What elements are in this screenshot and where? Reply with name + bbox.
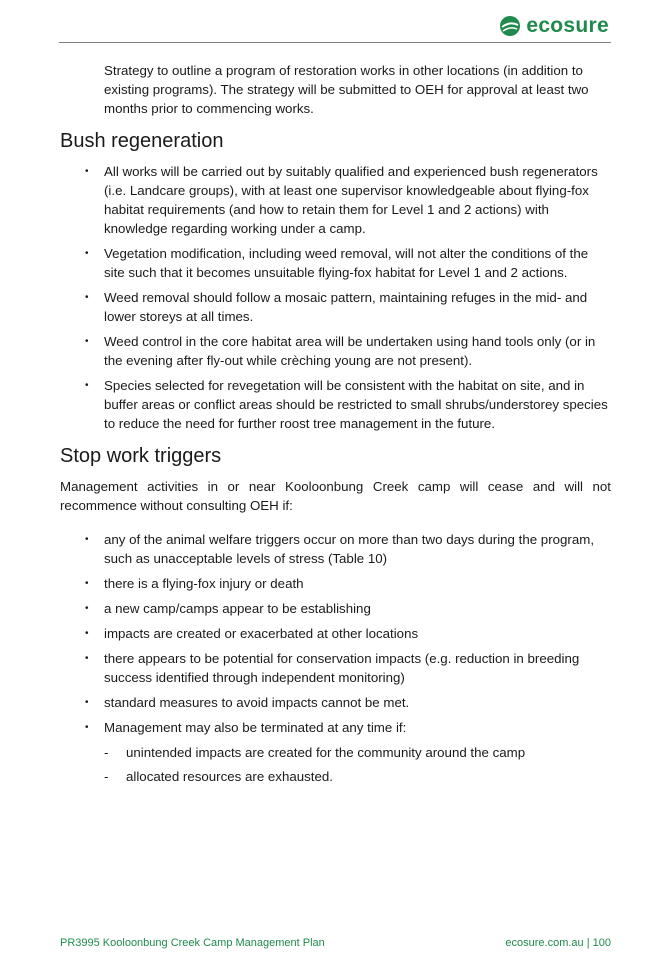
logo-text: ecosure bbox=[526, 14, 609, 37]
list-item: • Weed control in the core habitat area will be undertaken using hand tools only (or in the evening after fly-out while crèching young are not present). bbox=[85, 334, 596, 368]
leaf-globe-icon bbox=[499, 15, 521, 37]
bullet-icon: • bbox=[85, 722, 89, 733]
list-item: • impacts are created or exacerbated at other locations bbox=[85, 626, 419, 641]
stop-work-list bbox=[60, 530, 611, 786]
list-item: • a new camp/camps appear to be establishing bbox=[85, 601, 371, 616]
bullet-icon: • bbox=[85, 603, 89, 614]
bullet-icon: • bbox=[85, 292, 89, 303]
bullet-icon: • bbox=[85, 628, 89, 639]
list-item: • Management may also be terminated at any time if: - unintended impacts are created for the community around the camp - allocated resources are exhausted. bbox=[60, 718, 611, 786]
list-item: • any of the animal welfare triggers occur on more than two days during the program, such as unacceptable levels of stress (Table 10) bbox=[85, 532, 595, 566]
bullet-icon: • bbox=[85, 166, 89, 177]
list-item: • there is a flying-fox injury or death bbox=[85, 576, 304, 591]
bush-regeneration-list bbox=[60, 162, 611, 433]
list-item: • standard measures to avoid impacts cannot be met. bbox=[85, 695, 410, 710]
bullet-icon: • bbox=[85, 534, 89, 545]
bullet-icon: • bbox=[85, 248, 89, 259]
bullet-icon: • bbox=[85, 578, 89, 589]
ecosure-logo bbox=[499, 14, 609, 38]
bullet-icon: • bbox=[85, 380, 89, 391]
stop-work-intro: Management activities in or near Kooloonbung Creek camp will cease and will not recommence without consulting OEH if: bbox=[60, 479, 611, 513]
heading-bush-regeneration: Bush regeneration bbox=[60, 130, 224, 152]
bullet-icon: • bbox=[85, 336, 89, 347]
list-item: • All works will be carried out by suitably qualified and experienced bush regenerators (i.e. Landcare groups), with at least one supervisor knowledgeable about flying-fox habitat requirements (and how to retain them for Level 1 and 2 actions) with knowledge regarding working under a camp. bbox=[85, 164, 598, 236]
footer-document-title: PR3995 Kooloonbung Creek Camp Management Plan bbox=[60, 937, 325, 949]
termination-sublist bbox=[104, 743, 611, 786]
footer-site-and-page: ecosure.com.au | 100 bbox=[505, 937, 611, 949]
bullet-icon: • bbox=[85, 697, 89, 708]
document-body bbox=[60, 61, 611, 792]
bullet-icon: • bbox=[85, 653, 89, 664]
heading-stop-work-triggers: Stop work triggers bbox=[60, 445, 222, 467]
sub-list-item: - unintended impacts are created for the community around the camp bbox=[104, 745, 526, 760]
dash-icon: - bbox=[104, 769, 109, 784]
list-item: • there appears to be potential for conservation impacts (e.g. reduction in breeding success identified through independent monitoring) bbox=[85, 651, 580, 685]
sub-list-item: - allocated resources are exhausted. bbox=[104, 769, 333, 784]
page-header bbox=[59, 10, 611, 43]
list-item: • Species selected for revegetation will be consistent with the habitat on site, and in buffer areas or conflict areas should be restricted to small shrubs/understorey species to reduce the need for further roost tree management in the future. bbox=[85, 378, 608, 431]
list-item: • Weed removal should follow a mosaic pattern, maintaining refuges in the mid- and lower storeys at all times. bbox=[85, 290, 588, 324]
dash-icon: - bbox=[104, 745, 109, 760]
intro-paragraph: Strategy to outline a program of restoration works in other locations (in addition to existing programs). The strategy will be submitted to OEH for approval at least two months prior to commencing works. bbox=[104, 63, 589, 116]
list-item: • Vegetation modification, including weed removal, will not alter the conditions of the site such that it becomes unsuitable flying-fox habitat for Level 1 and 2 actions. bbox=[85, 246, 589, 280]
